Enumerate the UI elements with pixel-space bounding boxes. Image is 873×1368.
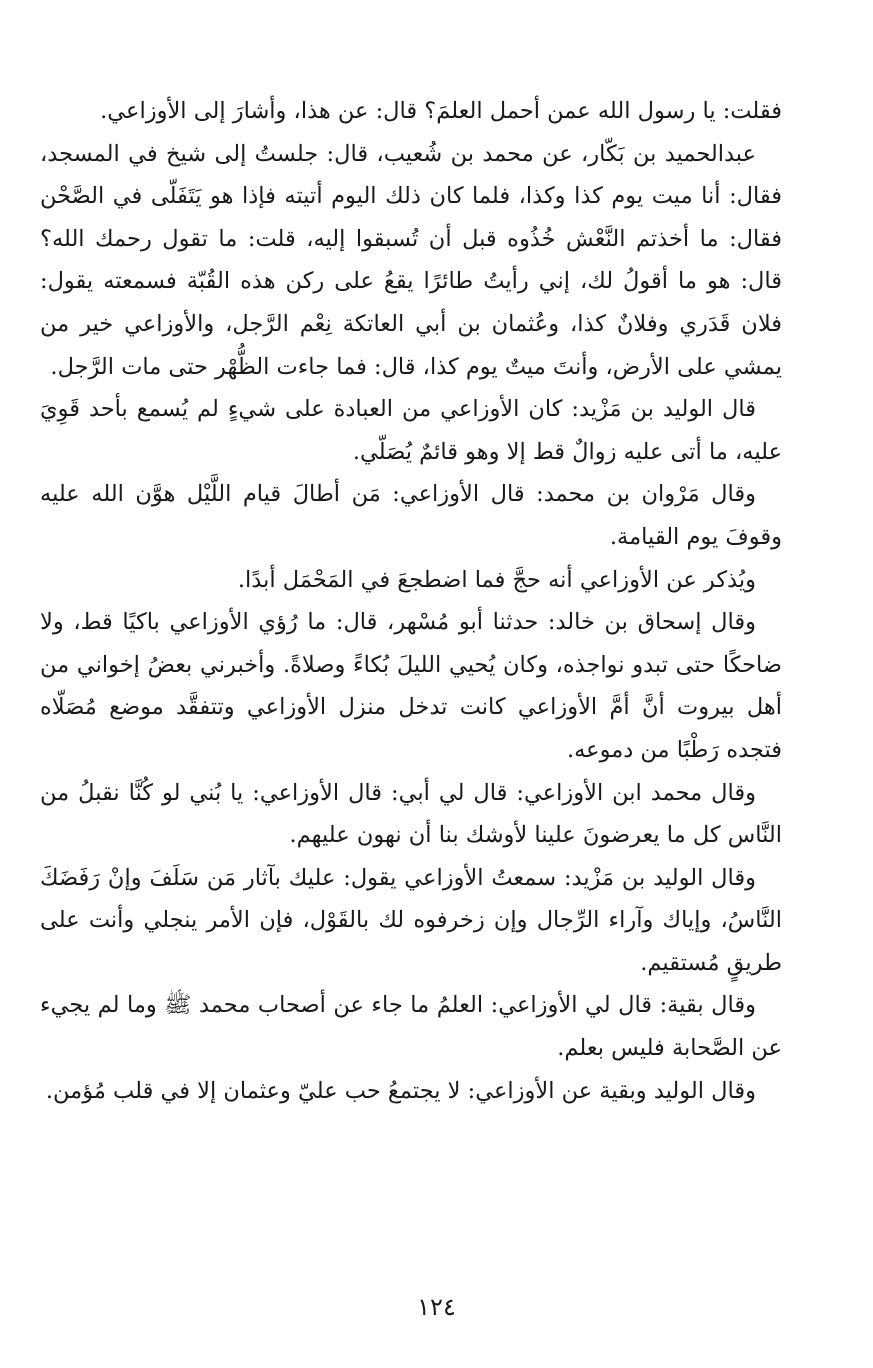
paragraph-10: وقال الوليد وبقية عن الأوزاعي: لا يجتمعُ حب عليّ وعثمان إلا في قلب مُؤمن. [45, 1077, 756, 1104]
paragraph-8: وقال الوليد بن مَزْيد: سمعتُ الأوزاعي يقول: عليك بآثار مَن سَلَفَ وإنْ رَفَضَكَ النَّاسُ، وإياك وآراء الرِّجال وإن زخرفوه لك بالقَوْل، فإن الأمر ينجلي وأنت على طريقٍ مُستقيم. [40, 864, 782, 976]
paragraph-6: وقال إسحاق بن خالد: حدثنا أبو مُسْهر، قال: ما رُؤي الأوزاعي باكيًا قط، ولا ضاحكًا حتى تبدو نواجذه، وكان يُحيي الليلَ بُكاءً وصلاةً. وأخبرني بعضُ إخواني من أهل بيروت أنَّ أمَّ الأوزاعي كانت تدخل منزل الأوزاعي وتتفقَّد موضع مُصَلّاه فتجده رَطْبًا من دموعه. [40, 609, 782, 763]
paragraph-4: وقال مَرْوان بن محمد: قال الأوزاعي: مَن أطالَ قيام اللَّيْل هوَّن الله عليه وقوفَ يوم القيامة. [40, 481, 782, 550]
paragraph-9: وقال بقية: قال لي الأوزاعي: العلمُ ما جاء عن أصحاب محمد ﷺ وما لم يجيء عن الصَّحابة فليس بعلم. [40, 992, 782, 1062]
paragraph-7: وقال محمد ابن الأوزاعي: قال لي أبي: قال الأوزاعي: يا بُني لو كُنَّا نقبلُ من النَّاس كل ما يعرضونَ علينا لأوشك بنا أن نهون عليهم. [40, 779, 782, 849]
body-text [40, 90, 782, 1112]
paragraph-5: ويُذكر عن الأوزاعي أنه حجَّ فما اضطجعَ في المَحْمَل أبدًا. [237, 566, 756, 593]
paragraph-2: عبدالحميد بن بَكّار، عن محمد بن شُعيب، قال: جلستُ إلى شيخ في المسجد، فقال: أنا ميت يوم كذا وكذا، فلما كان ذلك اليوم أتيته فإذا هو يَتَفَلّى في الصَّحْن فقال: ما أخذتم النَّعْش خُذُوه قبل أن تُسبقوا إليه، قلت: ما تقول رحمك الله؟ قال: هو ما أقولُ لك، إني رأيتُ طائرًا يقعُ على ركن هذه القُبّة فسمعته يقول: فلان قَدَري وفلانٌ كذا، وعُثمان بن أبي العاتكة نِعْم الرَّجل، والأوزاعي خير من يمشي على الأرض، وأنتَ ميتٌ يوم كذا، قال: فما جاءت الظُّهْر حتى مات الرَّجل. [40, 140, 782, 380]
page-number: ١٢٤ [417, 1293, 456, 1321]
paragraph-3: قال الوليد بن مَزْيد: كان الأوزاعي من العبادة على شيءٍ لم يُسمع بأحد قَوِيَ عليه، ما أتى عليه زوالٌ قط إلا وهو قائمٌ يُصَلّي. [40, 396, 782, 465]
paragraph-1: فقلت: يا رسول الله عمن أحمل العلمَ؟ قال: عن هذا، وأشارَ إلى الأوزاعي. [100, 98, 782, 124]
